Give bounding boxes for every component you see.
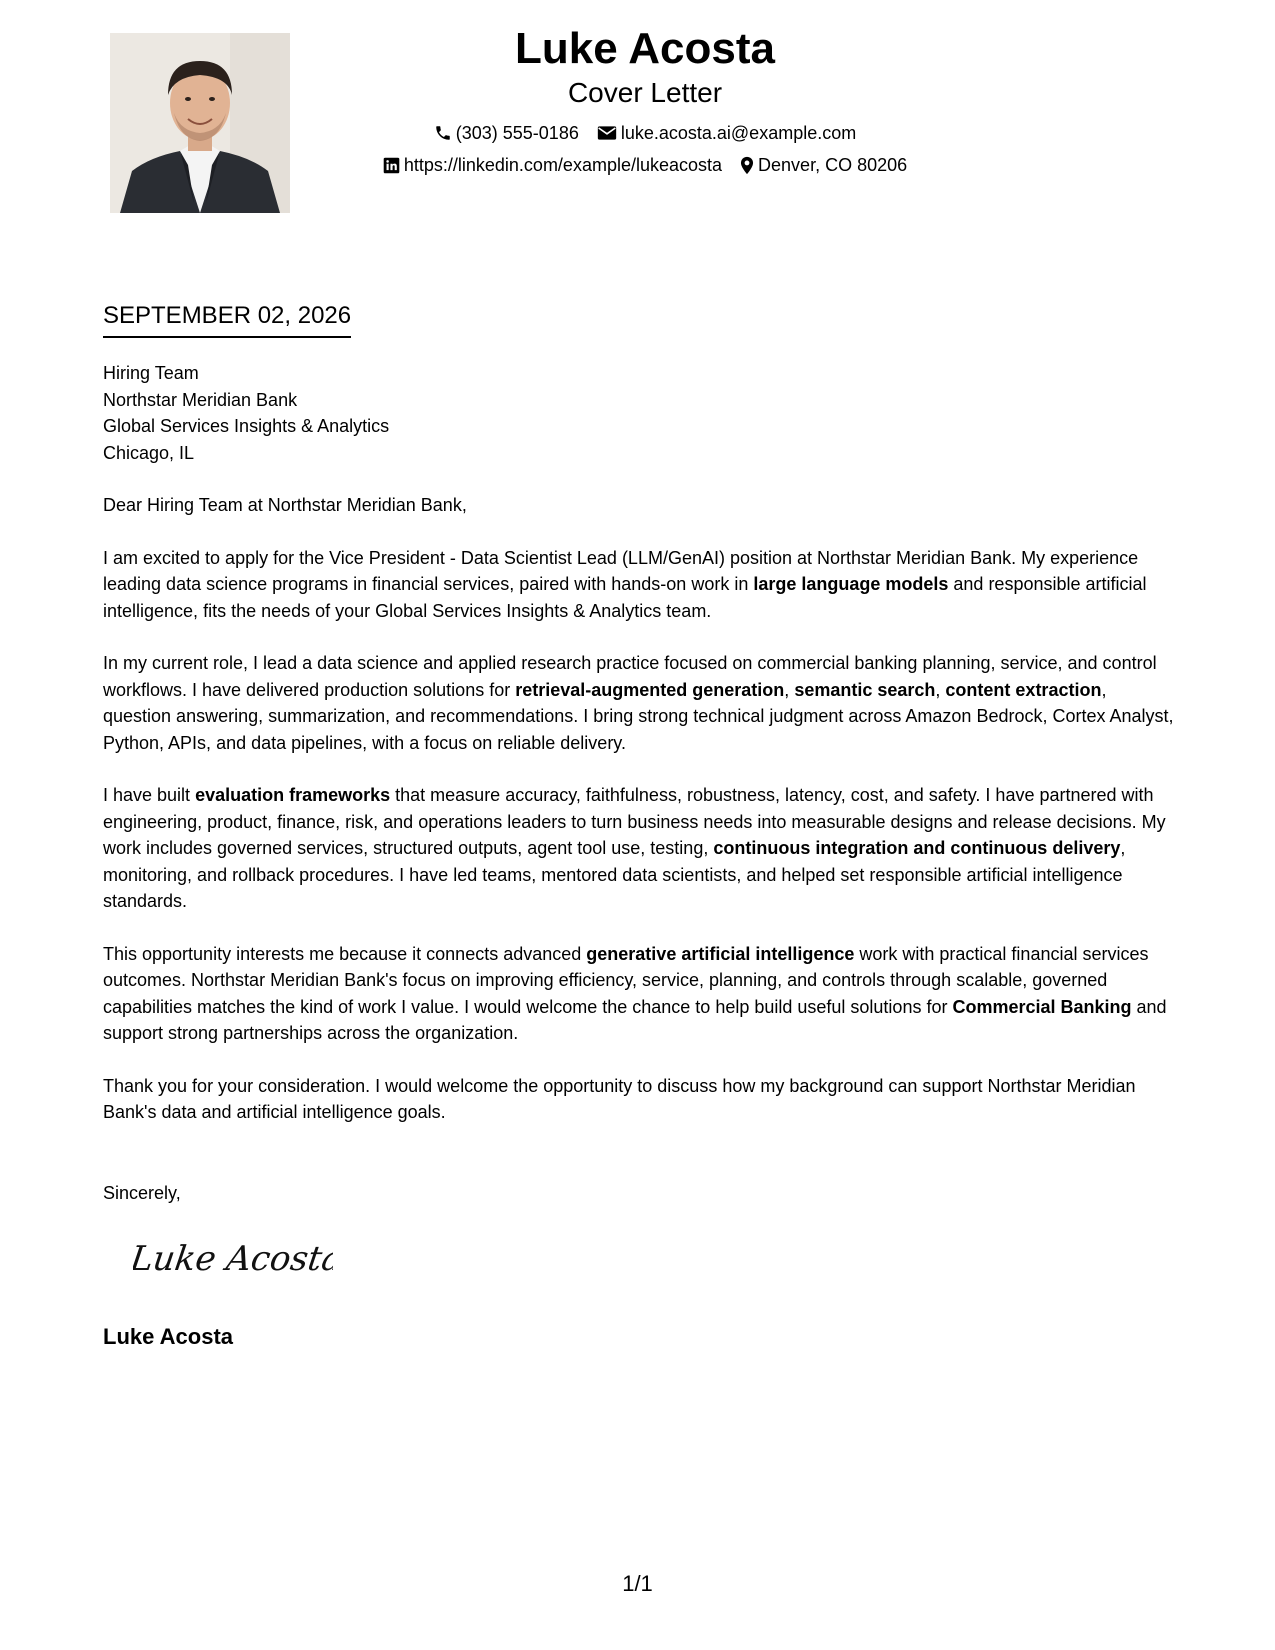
highlight: Commercial Banking xyxy=(952,996,1132,1017)
paragraph-4: This opportunity interests me because it connects advanced generative artificial intelligence work with practical financial services outcomes. Northstar Meridian Bank's focus on improving efficiency, service, planning, and controls through scalable, governed capabilities matches the kind of work I value. I would welcome the chance to help build useful solutions for Commercial Banking and support strong partnerships across the organization. xyxy=(103,943,1167,1043)
highlight: retrieval-augmented generation xyxy=(515,679,785,700)
signature-text: Luke Acosta xyxy=(133,1239,333,1279)
contact-email[interactable] xyxy=(597,122,856,144)
handwritten-signature xyxy=(133,1228,333,1293)
signature-image xyxy=(133,1228,333,1288)
paragraph-5: Thank you for your consideration. I would welcome the opportunity to discuss how my background can support Northstar Meridian Bank's data and artificial intelligence goals. xyxy=(103,1075,1136,1122)
highlight: evaluation frameworks xyxy=(195,785,391,805)
highlight: generative artificial intelligence xyxy=(586,943,855,964)
signer-name: Luke Acosta xyxy=(103,1324,234,1349)
letter-header xyxy=(330,22,960,176)
contact-linkedin[interactable] xyxy=(383,154,722,176)
salutation: Dear Hiring Team at Northstar Meridian Bank, xyxy=(103,495,467,515)
highlight: content extraction xyxy=(945,679,1102,700)
contact-row-2 xyxy=(330,154,960,176)
letter-body xyxy=(103,492,1178,1152)
recipient-line: Northstar Meridian Bank xyxy=(103,389,298,410)
recipient-line: Hiring Team xyxy=(103,363,199,383)
paragraph-1: I am excited to apply for the Vice President - Data Scientist Lead (LLM/GenAI) position at Northstar Meridian Bank. My experience leading data science programs in financial services, paired with hands-on work in large language models and responsible artificial intelligence, fits the needs of your Global Services Insights & Analytics team. xyxy=(103,547,1147,621)
email-text: luke.acosta.ai@example.com xyxy=(620,123,857,143)
highlight: large language models xyxy=(753,574,949,594)
paragraph-3: I have built evaluation frameworks that measure accuracy, faithfulness, robustness, latency, cost, and safety. I have partnered with engineering, product, finance, risk, and operations leaders to turn business needs into measurable designs and release decisions. My work includes governed services, structured outputs, agent tool use, testing, continuous integration and continuous delivery, monitoring, and rollback procedures. I have led teams, mentored data scientists, and helped set responsible artificial intelligence standards. xyxy=(103,785,1166,911)
recipient-line: Chicago, IL xyxy=(103,442,195,463)
phone-text: (303) 555-0186 xyxy=(455,123,579,143)
portrait-image xyxy=(110,33,290,213)
closing: Sincerely, xyxy=(103,1183,181,1203)
highlight: continuous integration and continuous delivery xyxy=(713,838,1121,858)
contact-location xyxy=(740,154,907,176)
page-number: 1/1 xyxy=(622,1571,653,1596)
recipient-address xyxy=(103,360,389,466)
applicant-name: Luke Acosta xyxy=(514,24,775,73)
profile-photo xyxy=(110,33,290,213)
phone-icon xyxy=(434,124,452,142)
linkedin-text: https://linkedin.com/example/lukeacosta xyxy=(403,155,723,175)
map-pin-icon xyxy=(740,156,754,175)
location-text: Denver, CO 80206 xyxy=(758,155,908,175)
paragraph-2: In my current role, I lead a data science and applied research practice focused on commercial banking planning, service, and control workflows. I have delivered production solutions for retrieval-augmented generation, semantic search, content extraction, question answering, summarization, and recommendations. I bring strong technical judgment across Amazon Bedrock, Cortex Analyst, Python, APIs, and data pipelines, with a focus on reliable delivery. xyxy=(103,653,1174,753)
linkedin-icon xyxy=(383,157,400,174)
document-subtitle: Cover Letter xyxy=(567,77,723,108)
envelope-icon xyxy=(597,125,617,141)
letter-date: SEPTEMBER 02, 2026 xyxy=(103,300,351,338)
contact-phone[interactable] xyxy=(434,122,579,144)
contact-row-1 xyxy=(330,122,960,144)
recipient-line: Global Services Insights & Analytics xyxy=(103,416,390,436)
highlight: semantic search xyxy=(794,679,936,700)
